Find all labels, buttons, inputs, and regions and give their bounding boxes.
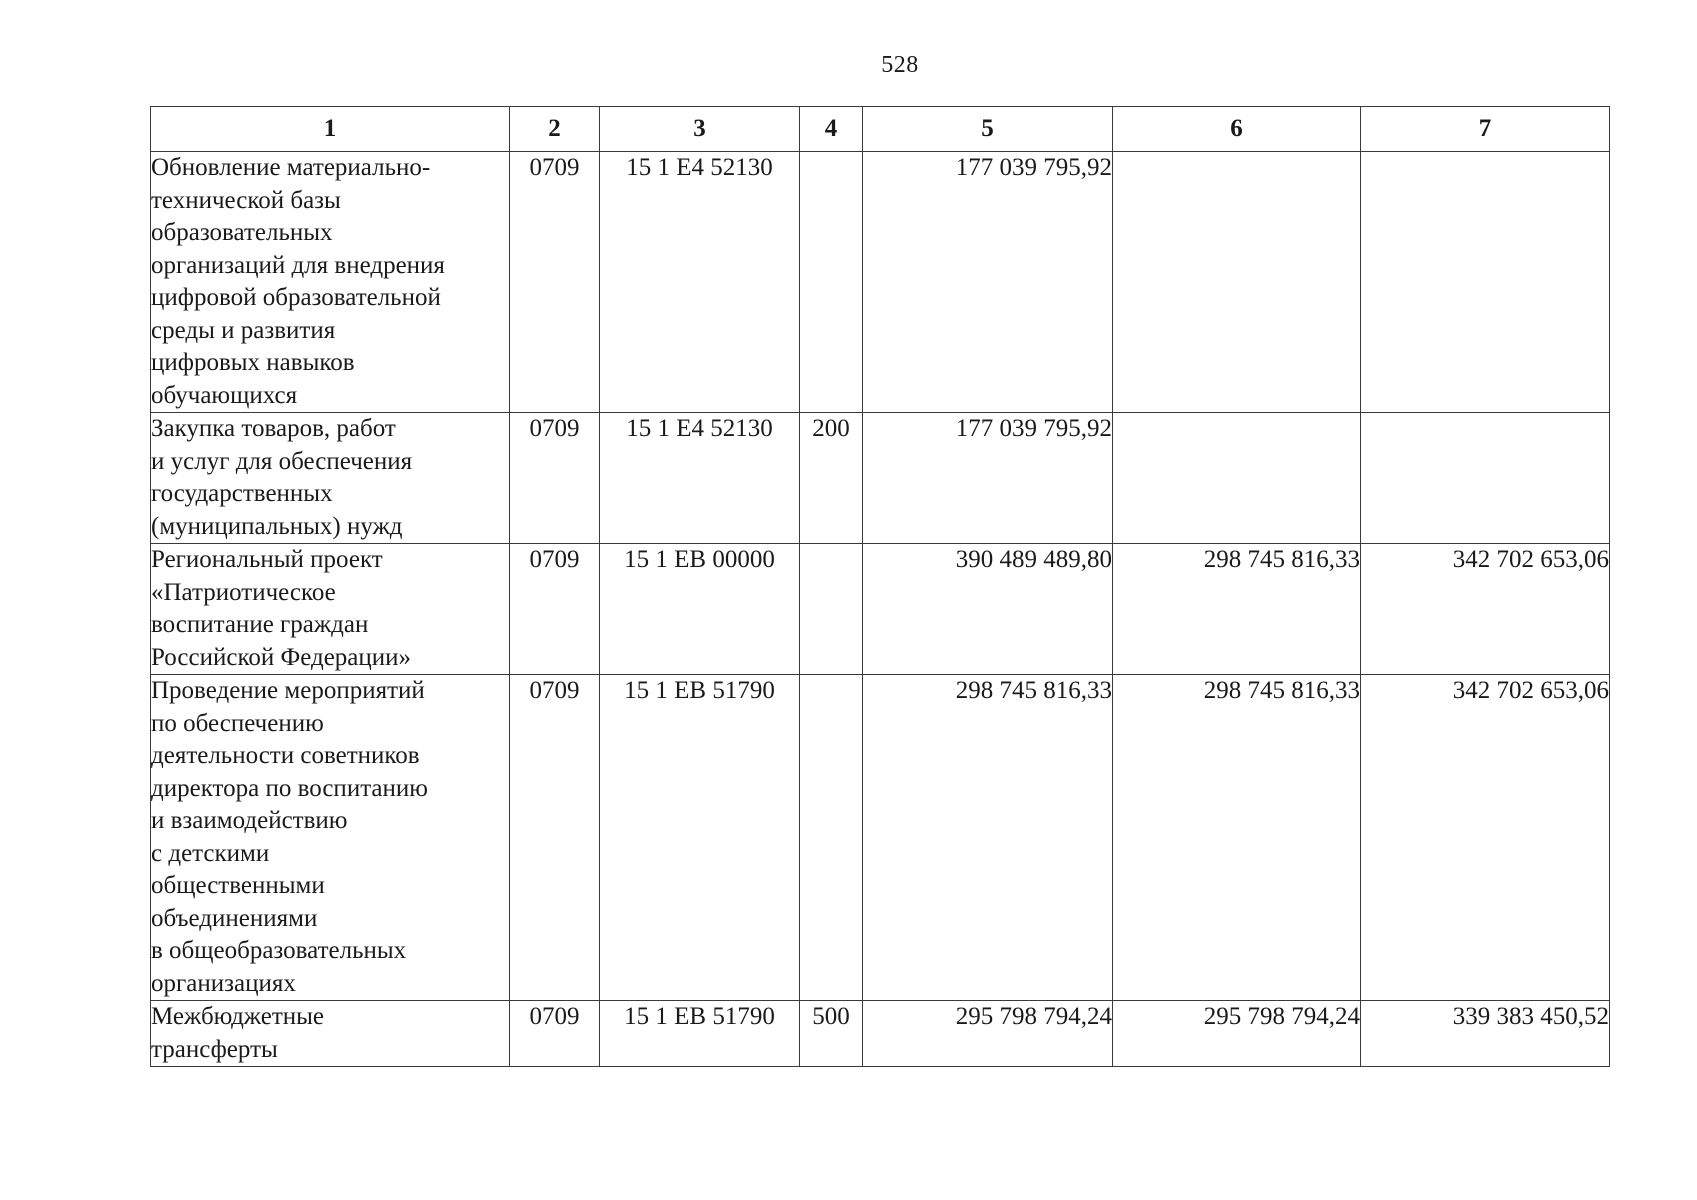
header-row (151, 107, 1610, 152)
amount-col5-cell: 177 039 795,92 (863, 413, 1113, 544)
amount-col7-cell: 339 383 450,52 (1361, 1001, 1610, 1067)
target-code-cell: 15 1 ЕВ 51790 (600, 675, 800, 1001)
row-name-line: Проведение мероприятий (151, 677, 425, 704)
row-name-line: воспитание граждан (151, 611, 369, 638)
column-header: 5 (863, 107, 1113, 152)
row-name-line: объединениями (151, 904, 318, 932)
section-code-cell: 0709 (510, 1001, 600, 1067)
row-name-line: и услуг для обеспечения (151, 447, 413, 475)
row-name-line: трансферты (151, 1035, 278, 1063)
amount-col6-cell: 295 798 794,24 (1113, 1001, 1361, 1067)
row-name-line: технической базы (151, 186, 341, 214)
amount-col5-cell: 177 039 795,92 (863, 152, 1113, 413)
row-name-line: Региональный проект (151, 546, 383, 573)
amount-col5-cell: 390 489 489,80 (863, 544, 1113, 675)
target-code-cell: 15 1 ЕВ 00000 (600, 544, 800, 675)
target-code-cell: 15 1 ЕВ 51790 (600, 1001, 800, 1067)
section-code-cell: 0709 (510, 152, 600, 413)
column-header: 7 (1361, 107, 1610, 152)
expense-type-cell (800, 675, 863, 1001)
amount-col7-cell: 342 702 653,06 (1361, 544, 1610, 675)
amount-col5-cell: 295 798 794,24 (863, 1001, 1113, 1067)
expense-type-cell: 500 (800, 1001, 863, 1067)
section-code-cell: 0709 (510, 413, 600, 544)
amount-col6-cell (1113, 152, 1361, 413)
amount-col6-cell: 298 745 816,33 (1113, 544, 1361, 675)
amount-col7-cell (1361, 413, 1610, 544)
table-row (151, 152, 1610, 413)
row-name-line: Межбюджетные (151, 1003, 325, 1030)
row-name-line: организациях (151, 969, 296, 997)
row-name-line: (муниципальных) нужд (151, 512, 403, 540)
expense-type-cell (800, 152, 863, 413)
row-name-line: государственных (151, 480, 333, 507)
row-name-cell (151, 544, 510, 675)
budget-table (150, 106, 1610, 1067)
amount-col6-cell (1113, 413, 1361, 544)
row-name-cell (151, 675, 510, 1001)
row-name-cell (151, 413, 510, 544)
amount-col5-cell: 298 745 816,33 (863, 675, 1113, 1001)
amount-col7-cell (1361, 152, 1610, 413)
amount-col6-cell: 298 745 816,33 (1113, 675, 1361, 1001)
row-name-line: с детскими (151, 839, 270, 867)
row-name-line: Закупка товаров, работ (151, 415, 396, 442)
row-name-line: цифровой образовательной (151, 284, 441, 311)
table-row (151, 675, 1610, 1001)
row-name-line: организаций для внедрения (151, 251, 445, 279)
row-name-line: обучающихся (151, 381, 298, 409)
row-name-line: общественными (151, 872, 325, 899)
row-name-line: среды и развития (151, 316, 336, 344)
column-header: 2 (510, 107, 600, 152)
row-name-line: «Патриотическое (151, 578, 336, 606)
row-name-line: Российской Федерации» (151, 643, 412, 671)
section-code-cell: 0709 (510, 544, 600, 675)
row-name-line: образовательных (151, 219, 333, 246)
target-code-cell: 15 1 Е4 52130 (600, 152, 800, 413)
table-row (151, 544, 1610, 675)
page-number: 528 (881, 52, 919, 78)
section-code-cell: 0709 (510, 675, 600, 1001)
row-name-line: цифровых навыков (151, 349, 355, 376)
column-header: 4 (800, 107, 863, 152)
expense-type-cell: 200 (800, 413, 863, 544)
table-row (151, 1001, 1610, 1067)
table-row (151, 413, 1610, 544)
row-name-line: и взаимодействию (151, 807, 348, 834)
row-name-line: деятельности советников (151, 742, 420, 769)
row-name-line: директора по воспитанию (151, 774, 428, 802)
expense-type-cell (800, 544, 863, 675)
row-name-line: в общеобразовательных (151, 937, 407, 964)
row-name-cell (151, 152, 510, 413)
row-name-cell (151, 1001, 510, 1067)
column-header: 3 (600, 107, 800, 152)
row-name-line: Обновление материально- (151, 154, 431, 181)
amount-col7-cell: 342 702 653,06 (1361, 675, 1610, 1001)
row-name-line: по обеспечению (151, 709, 324, 737)
column-header: 6 (1113, 107, 1361, 152)
target-code-cell: 15 1 Е4 52130 (600, 413, 800, 544)
column-header: 1 (151, 107, 510, 152)
